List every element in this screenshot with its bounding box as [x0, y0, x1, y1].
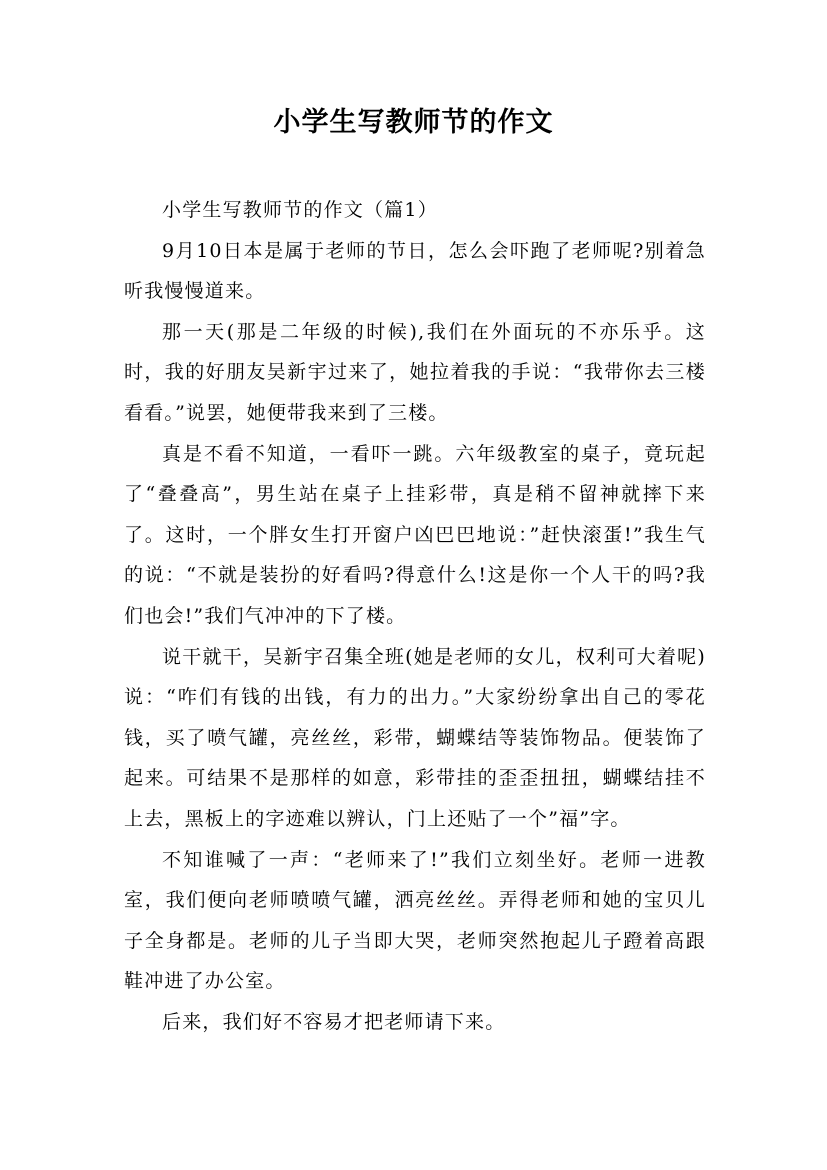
document-body [124, 190, 706, 1042]
paragraph: 真是不看不知道，一看吓一跳。六年级教室的桌子，竟玩起了“叠叠高”，男生站在桌子上挂彩带，真是稍不留神就摔下来了。这时，一个胖女生打开窗户凶巴巴地说：”赶快滚蛋!”我生气的说：“不就是装扮的好看吗?得意什么!这是你一个人干的吗?我们也会!”我们气冲冲的下了楼。 [124, 442, 706, 627]
paragraph: 9月10日本是属于老师的节日，怎么会吓跑了老师呢?别着急听我慢慢道来。 [124, 239, 706, 303]
paragraph: 后来，我们好不容易才把老师请下来。 [162, 1010, 506, 1033]
paragraph: 那一天(那是二年级的时候),我们在外面玩的不亦乐乎。这时，我的好朋友吴新宇过来了，她拉着我的手说：“我带你去三楼看看。”说罢，她便带我来到了三楼。 [124, 320, 706, 424]
paragraph: 不知谁喊了一声：“老师来了!”我们立刻坐好。老师一进教室，我们便向老师喷喷气罐，洒亮丝丝。弄得老师和她的宝贝儿子全身都是。老师的儿子当即大哭，老师突然抱起儿子蹬着高跟鞋冲进了办公室。 [124, 848, 706, 993]
document-title: 小学生写教师节的作文 [273, 107, 554, 138]
paragraph: 说干就干，吴新宇召集全班(她是老师的女儿，权利可大着呢)说：“咋们有钱的出钱，有力的出力。”大家纷纷拿出自己的零花钱，买了喷气罐，亮丝丝，彩带，蝴蝶结等装饰物品。便装饰了起来。可结果不是那样的如意，彩带挂的歪歪扭扭，蝴蝶结挂不上去，黑板上的字迹难以辨认，门上还贴了一个”福”字。 [124, 645, 706, 830]
section-heading: 小学生写教师节的作文（篇1） [162, 199, 438, 221]
